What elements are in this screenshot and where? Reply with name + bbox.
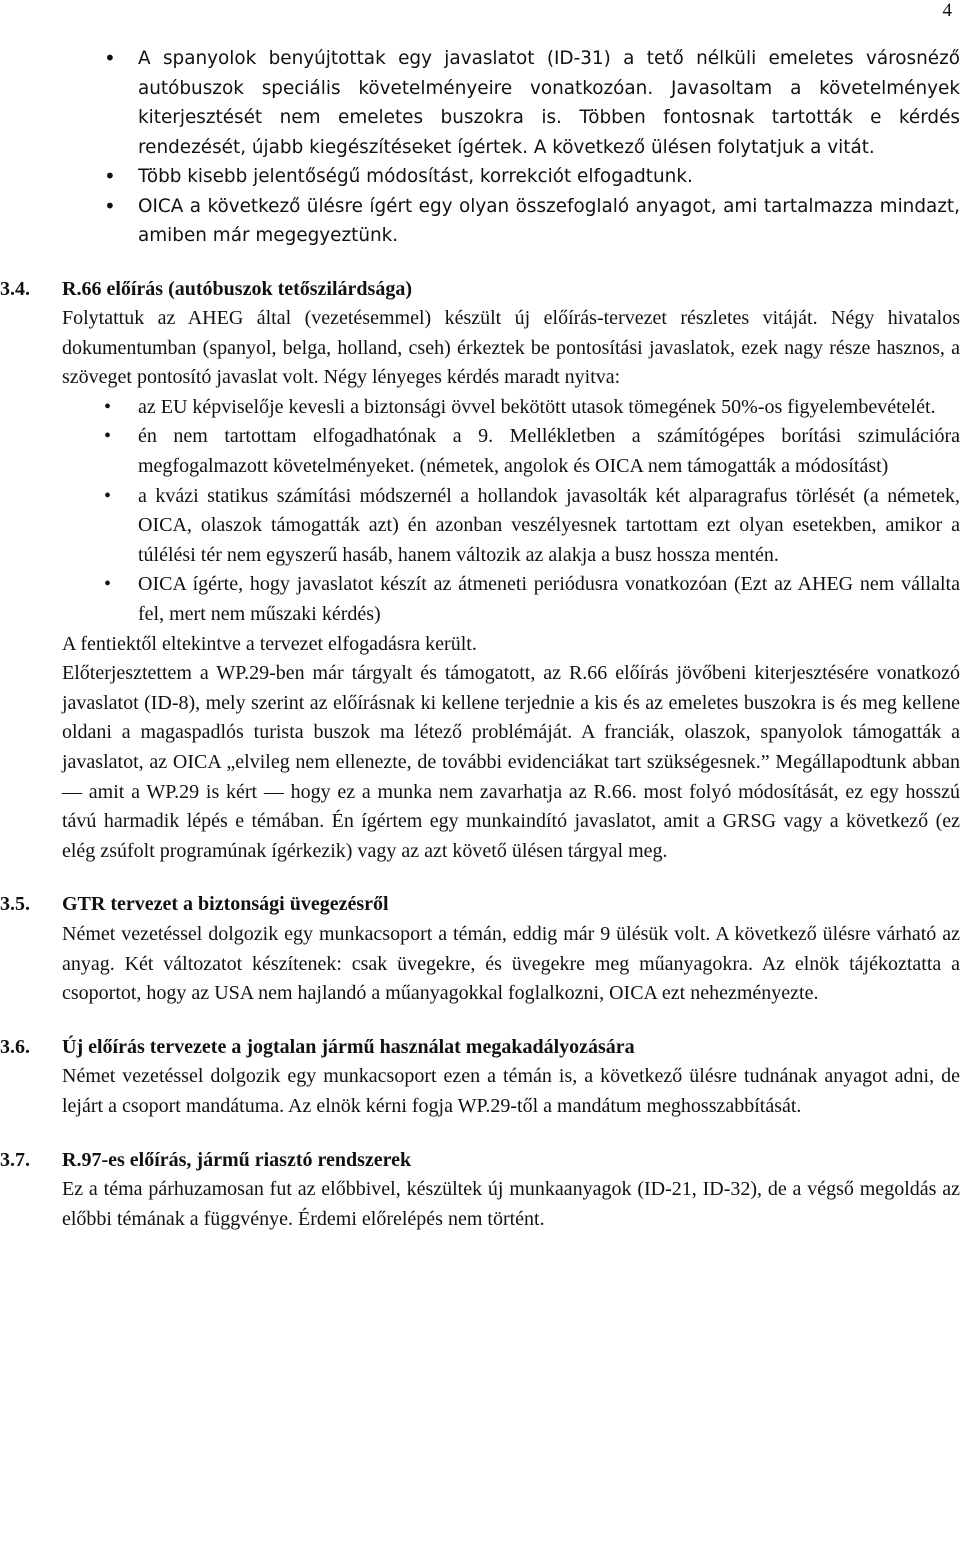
section-3-4-paragraph-3: Előterjesztettem a WP.29-ben már tárgyalt és támogatott, az R.66 előírás jövőbeni kiterjesztésére vonatkozó javaslatot (ID-8), mely szerint az előírásnak ki kellene terjednie a kis és az emeletes buszokra is és meg kellene oldani a magaspadlós turista buszok ma létező problémáját. A franciák, olaszok, spanyolok támogatták a javaslatot, az OICA „elvileg nem ellenezte, de további evidenciákat tart szükségesnek.” Megállapodtunk abban — amit a WP.29 is kért — hogy ez a munka nem zavarhatja az R.66. most folyó módosítását, ez egy hosszú távú harmadik lépés e témában. Én ígértem egy munkaindító javaslatot, amit a GRSG vagy a következő (ez elég zsúfolt programúnak ígérkezik) vagy az azt követő ülésen tárgyal meg. — [62, 662, 960, 862]
section-3-4-bullet-2: • én nem tartottam elfogadhatónak a 9. Mellékletben a számítógépes borítási szimulációra megfogalmazott követelményeket. (németek, angolok és OICA nem támogatták a módosítást) — [62, 422, 960, 481]
section-3-4-paragraph-1: Folytattuk az AHEG által (vezetésemmel) készült új előírás-tervezet részletes vitáját. Négy hivatalos dokumentumban (spanyol, belga, holland, cseh) érkeztek be pontosítási javaslatok, ezek nagy része hasznos, a szöveget pontosító javaslat volt. Négy lényeges kérdés maradt nyitva: — [62, 307, 960, 389]
intro-bullet-1: • A spanyolok benyújtottak egy javaslatot (ID-31) a tető nélküli emeletes városnéző autóbuszok speciális követelményeire vonatkozóan. Javasoltam a követelmények kiterjesztését nem emeletes buszokra is. Többen fontosnak tartották e kérdés rendezését, újabb kiegészítéseket ígértek. A következő ülésen folytatjuk a vitát. — [62, 44, 960, 162]
section-3-6-title: Új előírás tervezete a jogtalan jármű használat megakadályozására — [62, 1035, 635, 1058]
section-3-7 — [0, 1146, 960, 1235]
section-3-4 — [0, 275, 960, 867]
section-3-4-number: 3.4. — [0, 277, 30, 300]
section-3-5-paragraph: Német vezetéssel dolgozik egy munkacsoport a témán, eddig már 9 ülésük volt. A következő ülésre várható az anyag. Két változatot készítenek: csak üvegekre, és üvegekre meg műanyagokra. Az elnök tájékoztatta a csoportot, hogy az USA nem hajlandó a műanyagokkal foglalkozni, OICA ezt nehezményezte. — [62, 922, 960, 1005]
section-3-4-bullet-4: • OICA ígérte, hogy javaslatot készít az átmeneti periódusra vonatkozóan (Ezt az AHEG nem vállalta fel, mert nem műszaki kérdés) — [62, 570, 960, 629]
section-3-7-number: 3.7. — [0, 1148, 30, 1171]
section-3-6-number: 3.6. — [0, 1035, 30, 1058]
section-3-5-number: 3.5. — [0, 893, 30, 916]
section-3-4-paragraph-2: A fentiektől eltekintve a tervezet elfogadásra került. — [62, 632, 477, 655]
section-3-7-heading — [0, 1146, 960, 1176]
section-3-4-title: R.66 előírás (autóbuszok tetőszilárdsága) — [62, 277, 412, 300]
section-3-6-paragraph: Német vezetéssel dolgozik egy munkacsoport ezen a témán is, a következő ülésre tudnának anyagot adni, de lejárt a csoport mandátuma. Az elnök kérni fogja WP.29-től a mandátum meghosszabbítását. — [62, 1065, 960, 1117]
page-content — [0, 44, 960, 1234]
section-3-4-bullet-1: • az EU képviselője kevesli a biztonsági övvel bekötött utasok tömegének 50%-os figyelembevételét. — [62, 393, 960, 423]
section-3-7-paragraph: Ez a téma párhuzamosan fut az előbbivel, készültek új munkaanyagok (ID-21, ID-32), de a végső megoldás az előbbi témának a függvénye. Érdemi előrelépés nem történt. — [62, 1178, 960, 1230]
section-3-5-heading — [0, 890, 960, 920]
section-3-6-heading — [0, 1033, 960, 1063]
section-3-6 — [0, 1033, 960, 1122]
section-3-5-title: GTR tervezet a biztonsági üvegezésről — [62, 893, 389, 916]
intro-bullet-2: • Több kisebb jelentőségű módosítást, korrekciót elfogadtunk. — [62, 162, 960, 192]
section-3-5 — [0, 890, 960, 1008]
section-3-4-heading — [0, 275, 960, 305]
page-number: 4 — [942, 0, 952, 21]
section-3-4-bullet-3: • a kvázi statikus számítási módszernél a hollandok javasolták két alparagrafus törlését (a németek, OICA, olaszok támogatták azt) én azonban veszélyesnek tartottam ezt olyan esetekben, amikor a túlélési tér nem egyszerű hasáb, hanem változik az alakja a busz hossza mentén. — [62, 482, 960, 571]
section-3-7-title: R.97-es előírás, jármű riasztó rendszerek — [62, 1148, 412, 1171]
intro-bullet-3: • OICA a következő ülésre ígért egy olyan összefoglaló anyagot, ami tartalmazza mindazt, amiben már megegyeztünk. — [62, 192, 960, 251]
